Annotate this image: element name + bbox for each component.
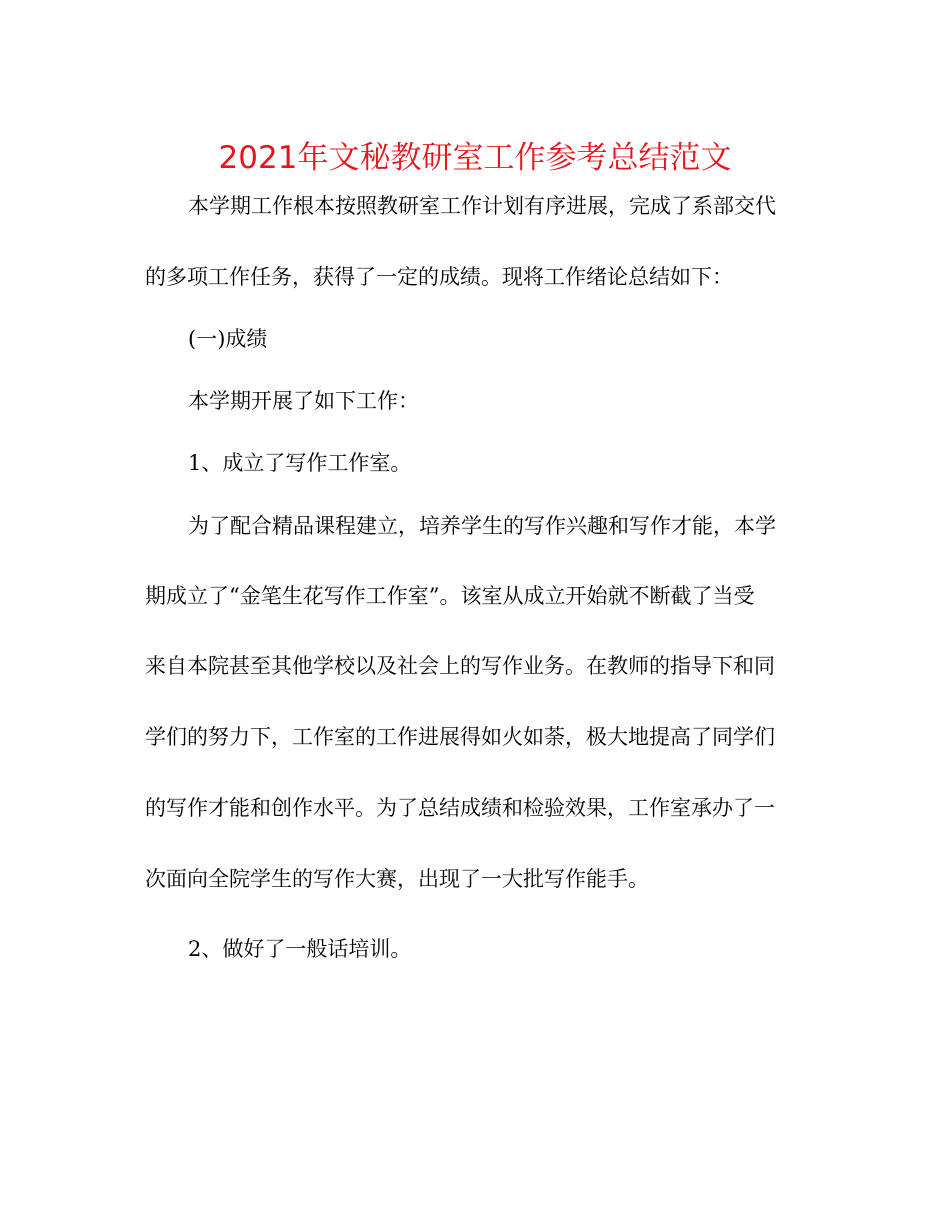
paragraph-line: 的写作才能和创作水平。为了总结成绩和检验效果，工作室承办了一 [145, 796, 775, 820]
paragraph-line: 期成立了“金笔生花写作工作室”。该室从成立开始就不断截了当受 [145, 584, 755, 608]
paragraph-line: 本学期工作根本按照教研室工作计划有序进展，完成了系部交代 [188, 194, 776, 218]
paragraph-line: 为了配合精品课程建立，培养学生的写作兴趣和写作才能，本学 [188, 514, 776, 538]
paragraph-line: 来自本院甚至其他学校以及社会上的写作业务。在教师的指导下和同 [145, 654, 775, 678]
paragraph-line: 次面向全院学生的写作大赛，出现了一大批写作能手。 [145, 867, 649, 891]
paragraph-line: 学们的努力下，工作室的工作进展得如火如荼，极大地提高了同学们 [145, 725, 775, 749]
section-heading: (一)成绩 [188, 327, 268, 351]
list-item-heading: 1、成立了写作工作室。 [188, 451, 412, 475]
document-title: 2021年文秘教研室工作参考总结范文 [218, 140, 732, 176]
paragraph-line: 本学期开展了如下工作： [188, 389, 419, 413]
paragraph-line: 的多项工作任务，获得了一定的成绩。现将工作绪论总结如下： [145, 265, 733, 289]
list-item-heading: 2、做好了一般话培训。 [188, 937, 412, 961]
